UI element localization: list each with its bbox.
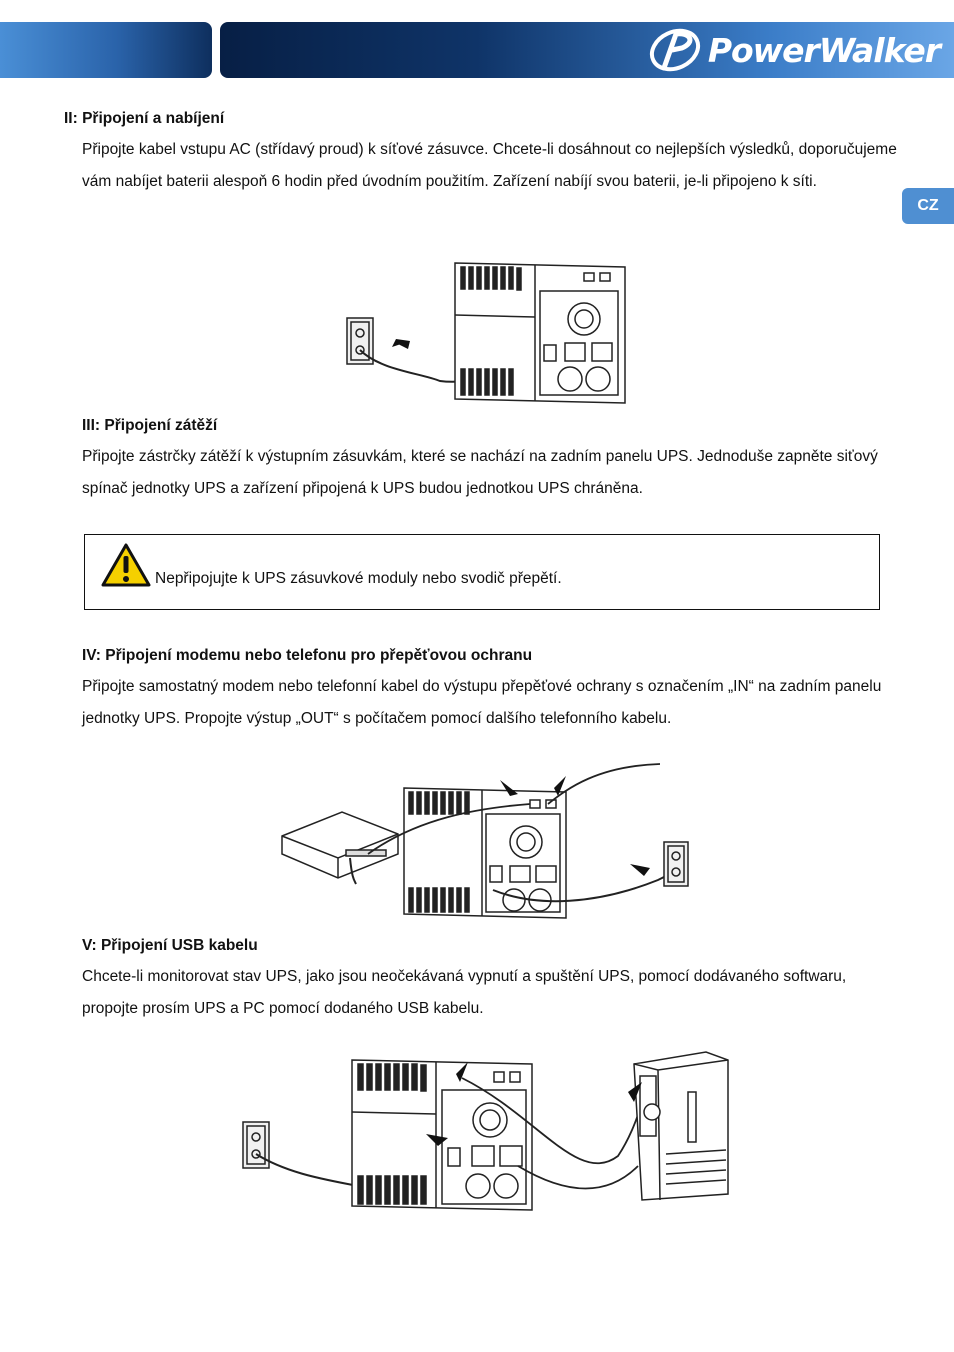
language-tab[interactable]: CZ [902, 188, 954, 224]
warning-triangle-icon [101, 543, 151, 587]
section-text-iii: Připojte zástrčky zátěží k výstupním zásuvkám, které se nachází na zadním panelu UPS. Jednoduše zapněte siťový spínač jednotky UPS a zařízení připojená k UPS budou jednotkou UPS chráněna. [82, 448, 878, 497]
header-banner [0, 22, 954, 78]
arrow-icon [630, 864, 650, 876]
brand-logo [646, 28, 940, 72]
wall-outlet-illustration [243, 1122, 269, 1168]
section-heading-iii: III: Připojení zátěží [82, 417, 218, 434]
warning-text: Nepřipojujte k UPS zásuvkové moduly nebo svodič přepětí. [155, 570, 562, 587]
wall-outlet-illustration [664, 842, 688, 886]
computer-tower-illustration [634, 1052, 728, 1200]
brand-swirl-icon [646, 28, 704, 72]
section-heading-ii: II: Připojení a nabíjení [64, 110, 225, 127]
arrow-icon [392, 339, 410, 349]
section-heading-v: V: Připojení USB kabelu [82, 937, 258, 954]
section-text-v: Chcete-li monitorovat stav UPS, jako jsou neočekávaná vypnutí a spuštění UPS, pomocí dodávaného softwaru, propojte prosím UPS a PC pomocí dodaného USB kabelu. [82, 968, 847, 1017]
section-text-iv: Připojte samostatný modem nebo telefonní kabel do výstupu přepěťové ochrany s označením „IN“ na zadním panelu jednotky UPS. Propojte výstup „OUT“ s počítačem pomocí dalšího telefonního kabelu. [82, 678, 882, 727]
figure-modem-connection [278, 758, 698, 924]
banner-left-block [0, 22, 212, 78]
ups-unit-illustration [404, 788, 566, 918]
banner-right-block [220, 22, 954, 78]
figure-usb-connection [238, 1046, 734, 1214]
pc-power-cable-line [518, 1166, 638, 1189]
ups-unit-illustration [352, 1060, 532, 1210]
section-heading-iv: IV: Připojení modemu nebo telefonu pro přepěťovou ochranu [82, 647, 533, 664]
section-text-ii: Připojte kabel vstupu AC (střídavý proud) k síťové zásuvce. Chcete-li dosáhnout co nejlepších výsledků, doporučujeme vám nabíjet baterii alespoň 6 hodin před úvodním použitím. Zařízení nabíjí svou baterii, je-li připojeno k síti. [82, 141, 897, 190]
brand-name: PowerWalker [707, 30, 940, 70]
figure-ac-connection [340, 255, 630, 407]
ups-unit-illustration [455, 263, 625, 403]
warning-box [84, 534, 880, 610]
